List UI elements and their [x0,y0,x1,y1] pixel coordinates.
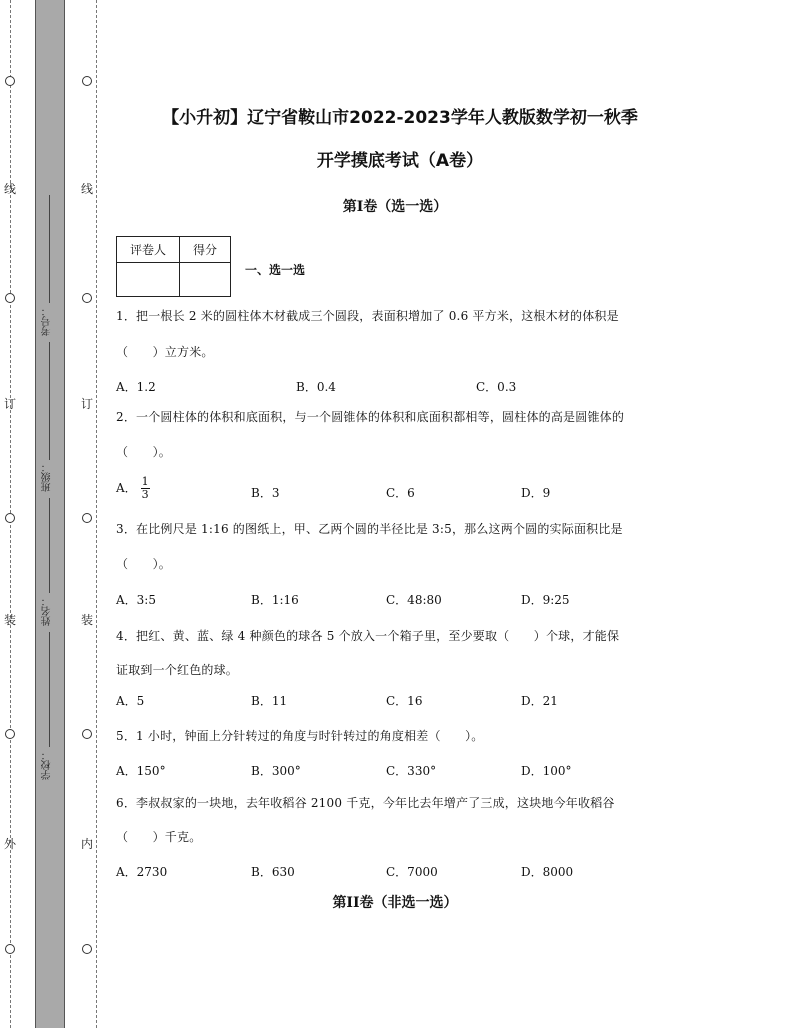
outer-margin-char: 装 [4,613,17,627]
question-text: （ ）。 [116,445,172,459]
option-a [116,476,150,501]
option-b: B．1:16 [251,593,299,607]
question-text: （ ）千克。 [116,830,202,844]
option-b: B．0.4 [296,380,336,394]
punch-hole [5,76,15,86]
question-text: 5．1 小时，钟面上分针转过的角度与时针转过的角度相差（ ）。 [116,729,484,743]
option-b: B．300° [251,764,301,778]
option-c: C．7000 [386,865,438,879]
option-b: B．11 [251,694,288,708]
option-d: D．21 [521,694,558,708]
inner-margin-char: 内 [81,837,94,851]
option-d: D．100° [521,764,572,778]
punch-hole [5,944,15,954]
punch-hole [82,513,92,523]
option-d: D．9 [521,486,551,500]
binding-strip [35,0,65,1028]
inner-cut-line [96,0,97,1028]
option-c: C．48:80 [386,593,442,607]
question-text: 证取到一个红色的球。 [116,663,239,677]
section-title-part2: 第II卷（非选一选） [332,895,458,911]
punch-hole [5,729,15,739]
question-text: 2．一个圆柱体的体积和底面积，与一个圆锥体的体积和底面积都相等，圆柱体的高是圆锥体的 [116,410,625,424]
option-b: B．3 [251,486,280,500]
punch-hole [82,293,92,303]
option-b: B．630 [251,865,295,879]
option-c: C．6 [386,486,415,500]
punch-hole [5,513,15,523]
option-c: C．16 [386,694,423,708]
question-text: 4．把红、黄、蓝、绿 4 种颜色的球各 5 个放入一个箱子里，至少要取（ ）个球，才能保 [116,629,620,643]
fraction [141,476,150,501]
section-title-part1: 第I卷（选一选） [342,199,448,215]
option-d: D．8000 [521,865,574,879]
option-d: D．9:25 [521,593,570,607]
score-table [116,236,231,297]
outer-margin-char: 线 [4,182,17,196]
grader-header: 评卷人 [117,237,180,263]
school-label: 学校： [42,750,53,780]
id-number-line [49,195,50,303]
class-label: 班级： [42,462,53,492]
exam-title-line2: 开学摸底考试（A卷） [316,151,484,171]
option-a-prefix: A． [116,481,137,495]
option-a: A．5 [116,694,145,708]
option-a: A．1.2 [116,380,156,394]
question-text: （ ）立方米。 [116,345,214,359]
score-cell [180,263,231,297]
punch-hole [82,729,92,739]
option-c: C．330° [386,764,437,778]
question-text: 3．在比例尺是 1:16 的图纸上，甲、乙两个圆的半径比是 3:5，那么这两个圆的实际面积比是 [116,522,623,536]
grader-cell [117,263,180,297]
fraction-denominator: 3 [141,488,149,501]
question-text: 6．李叔叔家的一块地，去年收稻谷 2100 千克，今年比去年增产了三成，这块地今年收稻谷 [116,796,615,810]
outer-margin-char: 外 [4,837,17,851]
name-line [49,498,50,593]
exam-title-line1: 【小升初】辽宁省鞍山市2022-2023学年人教版数学初一秋季 [162,108,638,128]
id-number-label: 考号： [42,306,53,336]
part-title: 一、选一选 [245,263,306,277]
punch-hole [5,293,15,303]
name-label: 姓名： [42,596,53,626]
punch-hole [82,944,92,954]
score-header: 得分 [180,237,231,263]
punch-hole [82,76,92,86]
option-a: A．150° [116,764,166,778]
option-c: C．0.3 [476,380,517,394]
inner-margin-char: 线 [81,182,94,196]
option-a: A．2730 [116,865,168,879]
inner-margin-char: 订 [81,397,94,411]
question-text: （ ）。 [116,557,172,571]
question-text: 1．把一根长 2 米的圆柱体木材截成三个圆段，表面积增加了 0.6 平方米，这根木材的体积是 [116,309,619,323]
class-line [49,342,50,460]
outer-margin-char: 订 [4,397,17,411]
option-a: A．3:5 [116,593,156,607]
fraction-numerator: 1 [141,475,149,488]
inner-margin-char: 装 [81,613,94,627]
school-line [49,632,50,747]
